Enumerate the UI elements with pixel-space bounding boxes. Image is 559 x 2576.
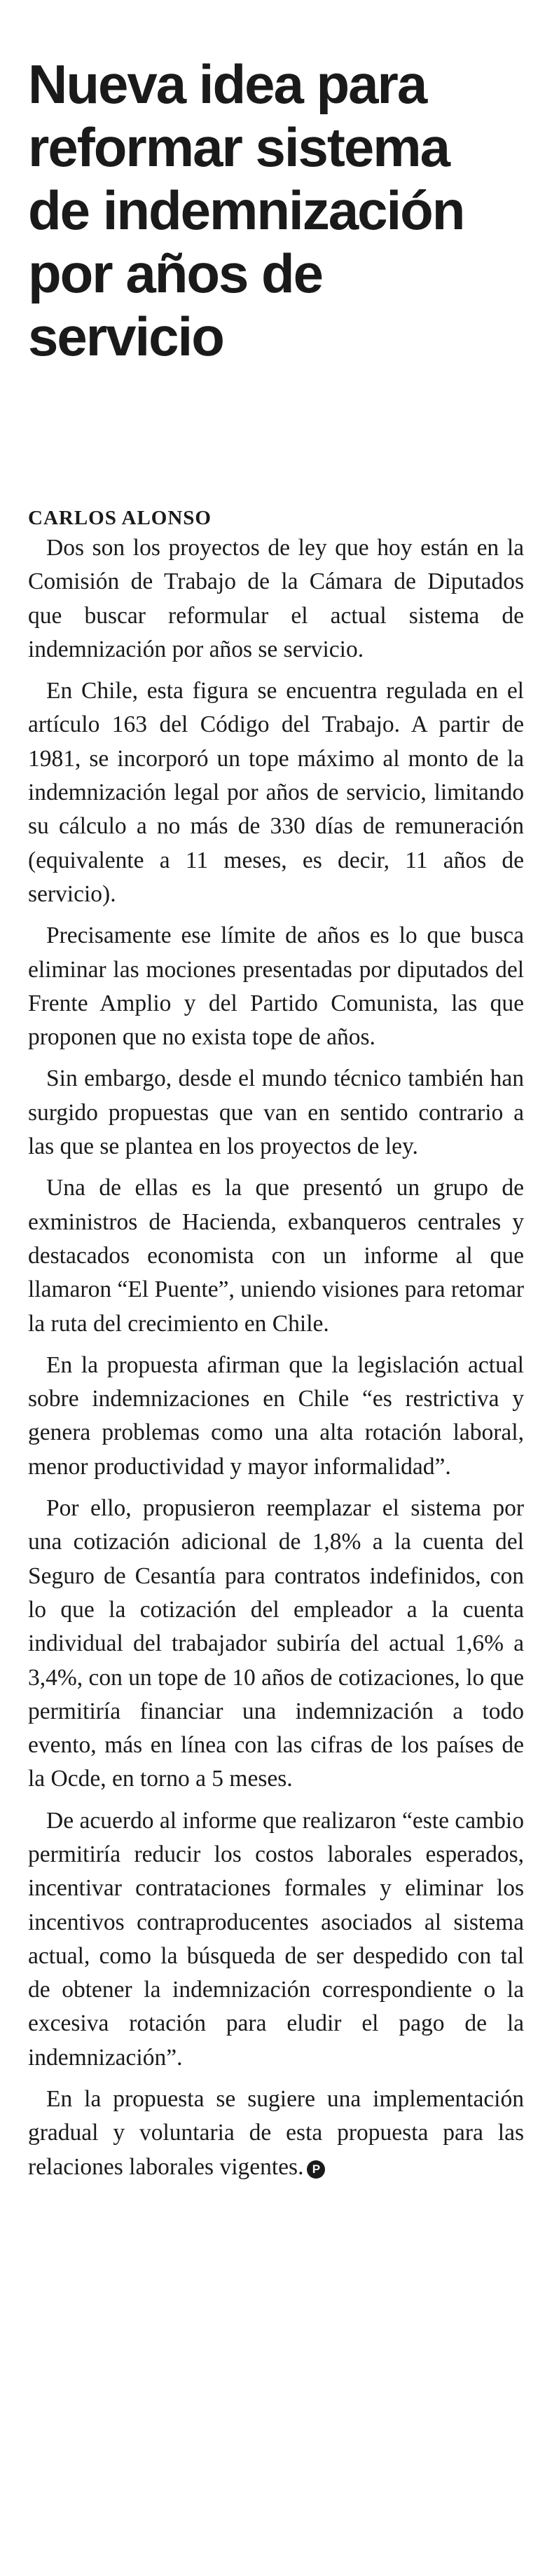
end-mark-icon: P — [307, 2160, 325, 2179]
headline — [28, 53, 524, 368]
paragraph-last-text: En la propuesta se sugiere una implementación gradual y voluntaria de esta propuesta para las relaciones laborales vigentes. — [28, 2086, 524, 2180]
paragraph: Una de ellas es la que presentó un grupo de exministros de Hacienda, exbanqueros centrales y destacados economista con un informe al que llamaron “El Puente”, uniendo visiones para retomar la ruta del crecimiento en Chile. — [28, 1175, 524, 1337]
paragraph: De acuerdo al informe que realizaron “este cambio permitiría reducir los costos laborales esperados, incentivar contrataciones formales y eliminar los incentivos contraproducentes asociados al sistema actual, como la búsqueda de ser despedido con tal de obtener la indemnización correspondiente o la excesiva rotación para eludir el pago de la indemnización”. — [28, 1807, 524, 2071]
paragraph-last — [28, 2083, 524, 2184]
paragraph: Dos son los proyectos de ley que hoy están en la Comisión de Trabajo de la Cámara de Diputados que buscar reformular el actual sistema de indemnización por años se servicio. — [28, 535, 524, 662]
headline-line: de indemnización — [28, 179, 464, 241]
headline-line: por años de — [28, 243, 323, 304]
headline-line: reformar sistema — [28, 116, 449, 178]
paragraph: En Chile, esta figura se encuentra regulada en el artículo 163 del Código del Trabajo. A partir de 1981, se incorporó un tope máximo al monto de la indemnización legal por años de servicio, limitando su cálculo a no más de 330 días de remuneración (equivalente a 11 meses, es decir, 11 años de servicio). — [28, 678, 524, 907]
paragraph: Sin embargo, desde el mundo técnico también han surgido propuestas que van en sentido contrario a las que se plantea en los proyectos de ley. — [28, 1065, 524, 1160]
byline: CARLOS ALONSO — [28, 507, 212, 529]
article-body — [28, 531, 524, 2184]
article — [28, 0, 524, 2192]
paragraph: En la propuesta afirman que la legislación actual sobre indemnizaciones en Chile “es restrictiva y genera problemas como una alta rotación laboral, menor productividad y mayor informalidad”. — [28, 1351, 524, 1480]
paragraph: Precisamente ese límite de años es lo que busca eliminar las mociones presentadas por diputados del Frente Amplio y del Partido Comunista, las que proponen que no exista tope de años. — [28, 922, 524, 1051]
headline-line: servicio — [28, 306, 223, 367]
paragraph: Por ello, propusieron reemplazar el sistema por una cotización adicional de 1,8% a la cuenta del Seguro de Cesantía para contratos indefinidos, con lo que la cotización del empleador a la cuenta individual del trabajador subiría del actual 1,6% a 3,4%, con un tope de 10 años de cotizaciones, lo que permitiría financiar una indemnización a todo evento, más en línea con las cifras de los países de la Ocde, en torno a 5 meses. — [28, 1495, 524, 1792]
headline-line: Nueva idea para — [28, 53, 427, 115]
